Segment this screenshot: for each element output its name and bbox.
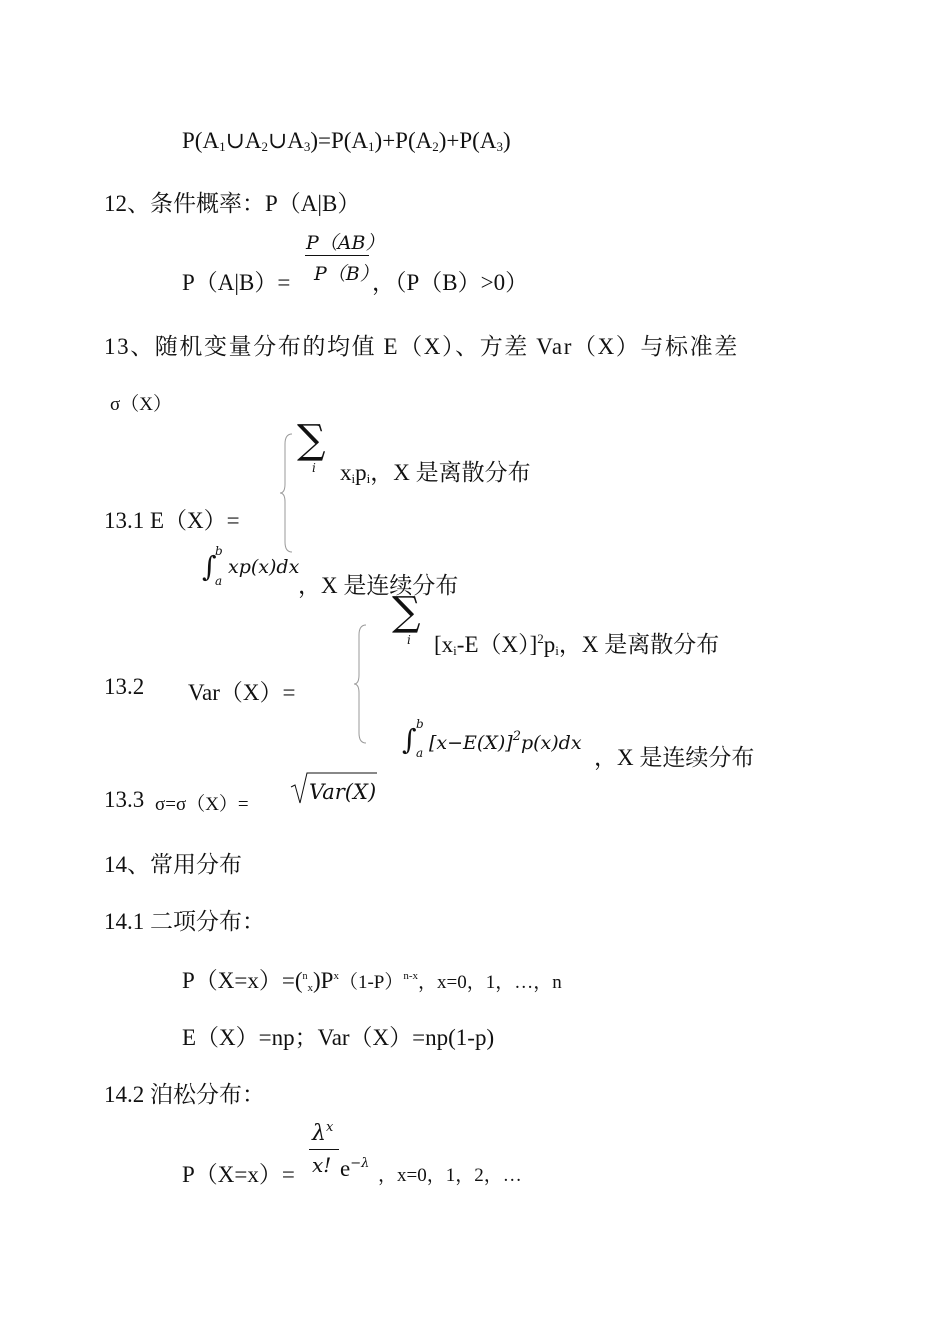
mean-continuous-case: ，X 是连续分布 xyxy=(298,573,459,598)
section-12-heading: 12、条件概率：P（A|B） xyxy=(104,191,361,216)
integral-lower-bound: a xyxy=(416,746,424,760)
poisson-fraction-bar xyxy=(309,1149,339,1150)
conditional-prob-denominator: P（B） xyxy=(314,263,379,285)
mean-label: 13.1 E（X）= xyxy=(104,508,240,533)
binomial-moments: E（X）=np；Var（X）=np(1-p) xyxy=(182,1025,495,1050)
integral-lower-bound: a xyxy=(215,574,223,588)
binomial-pmf: $P(X=x)=(^n_x)P^x(1-P)^{n-x}$，x=0，1，…，n xyxy=(182,968,562,994)
variance-continuous-case: ，X 是连续分布 xyxy=(594,745,755,770)
poisson-numerator: $\lambda^x$ xyxy=(312,1120,334,1146)
poisson-denominator: x! xyxy=(312,1153,332,1177)
variance-discrete-case: $[x_i-E(X)]^2p_i$，X 是离散分布 xyxy=(434,631,720,658)
left-brace xyxy=(278,432,298,554)
union-formula: $P(A_1\cup A_2\cup A_3)=P(A_1)+P(A_2)+P(A_3)$ xyxy=(182,128,511,154)
conditional-prob-numerator: P（AB） xyxy=(306,232,385,254)
integral-upper-bound: b xyxy=(416,717,424,731)
summation-index: i xyxy=(407,633,411,647)
std-dev-number: 13.3 xyxy=(104,787,145,812)
integral-icon: ∫ xyxy=(202,550,217,583)
conditional-prob-lhs: P（A|B）= xyxy=(182,270,291,295)
conditional-prob-fraction-bar xyxy=(305,255,369,256)
variance-integral-body: $[x-E(X)]^2p(x)dx$ xyxy=(429,729,582,754)
mean-integral-body: xp(x)dx xyxy=(228,556,300,578)
left-brace xyxy=(352,623,372,745)
poisson-lhs: P（X=x）= xyxy=(182,1162,295,1187)
poisson-exponential: $e^{-\lambda}$ xyxy=(340,1156,370,1181)
section-13-heading-sigma: σ（X） xyxy=(110,394,172,415)
poisson-heading: 14.2 泊松分布： xyxy=(104,1082,265,1107)
section-13-heading: 13、随机变量分布的均值 E（X）、方差 Var（X）与标准差 xyxy=(104,334,739,359)
std-dev-radicand: Var(X) xyxy=(309,780,377,804)
summation-index: i xyxy=(312,461,316,475)
section-14-heading: 14、常用分布 xyxy=(104,852,242,877)
integral-upper-bound: b xyxy=(215,544,223,558)
binomial-heading: 14.1 二项分布： xyxy=(104,909,265,934)
mean-discrete-case: $x_ip_i$，X 是离散分布 xyxy=(340,460,531,486)
poisson-range: ，x=0，1，2，… xyxy=(378,1165,522,1186)
std-dev-lhs: σ=σ（X）= xyxy=(155,794,249,815)
summation-icon: ∑ xyxy=(297,417,326,463)
summation-icon: ∑ xyxy=(392,589,421,635)
variance-number: 13.2 xyxy=(104,674,145,699)
conditional-prob-condition: ，（P（B）>0） xyxy=(372,270,529,295)
variance-label: Var（X）= xyxy=(188,680,296,705)
integral-icon: ∫ xyxy=(402,723,417,756)
